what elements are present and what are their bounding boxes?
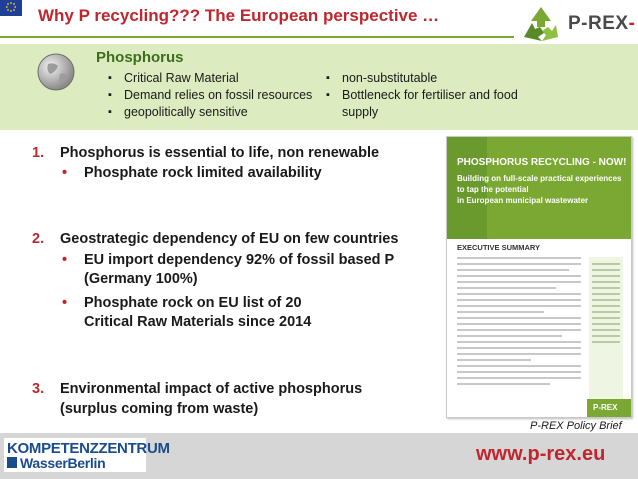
point-3-cont: (surplus coming from waste) <box>60 401 259 417</box>
brief-body-text <box>457 257 581 389</box>
eu-flag-icon <box>0 0 22 16</box>
brief-sidebar <box>589 257 623 407</box>
list-item: ▪ Demand relies on fossil resources <box>108 87 318 104</box>
partner-name-line1: KOMPETENZZENTRUM <box>7 440 170 457</box>
globe-icon <box>36 52 76 92</box>
list-item: ▪ non-substitutable <box>326 70 556 87</box>
brief-caption: P-REX Policy Brief <box>530 420 622 432</box>
kompetenzzentrum-logo <box>4 438 170 472</box>
recycle-arrows-icon <box>518 3 564 47</box>
brief-cover-header <box>447 137 631 239</box>
point-2-sub-2-cont: Critical Raw Materials since 2014 <box>84 314 312 330</box>
list-item: ▪ Critical Raw Material <box>108 70 318 87</box>
point-3: 3. Environmental impact of active phosphorus <box>32 381 363 397</box>
point-2-sub-1-cont: (Germany 100%) <box>84 271 198 287</box>
partner-logo-mark <box>7 457 17 468</box>
brief-exec-summary: EXECUTIVE SUMMARY <box>457 243 541 252</box>
logo-text: P-REX- <box>568 13 636 34</box>
policy-brief-thumbnail[interactable] <box>446 136 632 418</box>
brief-title: PHOSPHORUS RECYCLING - NOW! <box>457 157 627 168</box>
website-link[interactable]: www.p-rex.eu <box>476 443 606 465</box>
phosphorus-list-right <box>326 70 556 121</box>
brief-footer-badge: P-REX <box>587 399 631 417</box>
list-item: ▪ Bottleneck for fertiliser and food supply <box>326 87 556 121</box>
slide-title: Why P recycling??? The European perspective … <box>38 6 440 25</box>
prex-logo <box>518 3 636 47</box>
phosphorus-heading: Phosphorus <box>96 49 184 66</box>
phosphorus-list-left <box>108 70 318 121</box>
phosphorus-panel <box>0 44 638 130</box>
point-2-sub-2: • Phosphate rock on EU list of 20 <box>62 295 302 311</box>
point-2-sub-1: • EU import dependency 92% of fossil based P <box>62 252 395 268</box>
partner-name-line2: WasserBerlin <box>20 455 106 471</box>
title-rule <box>0 36 514 38</box>
list-item: ▪ geopolitically sensitive <box>108 104 318 121</box>
point-2: 2. Geostrategic dependency of EU on few countries <box>32 231 399 247</box>
point-1: 1. Phosphorus is essential to life, non renewable <box>32 145 380 161</box>
brief-subtitle: Building on full-scale practical experiences to tap the potential in European municipal wastewater <box>457 174 622 205</box>
point-1-sub-1: • Phosphate rock limited availability <box>62 165 322 181</box>
footer-bar <box>0 433 638 479</box>
